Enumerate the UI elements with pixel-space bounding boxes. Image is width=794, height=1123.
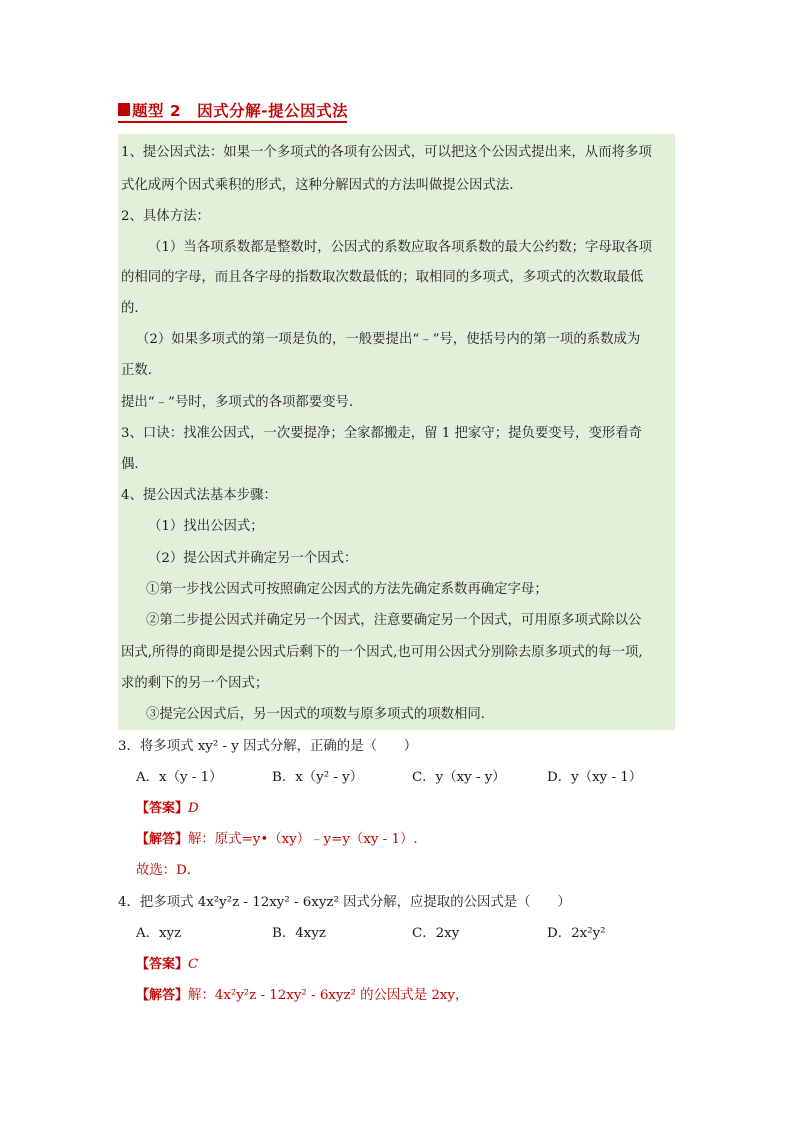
question-3-solution — [136, 830, 418, 850]
summary-line: 因式,所得的商即是提公因式后剩下的一个因式,也可用公因式分别除去原多项式的每一项, — [121, 645, 643, 660]
question-3-option-c: C．y（xy - y） — [412, 770, 506, 785]
summary-line: 式化成两个因式乘积的形式，这种分解因式的方法叫做提公因式法． — [121, 178, 523, 193]
summary-line: （2）提公因式并确定另一个因式： — [148, 551, 358, 566]
summary-line: （1）当各项系数都是整数时，公因式的系数应取各项系数的最大公约数；字母取各项 — [148, 240, 652, 255]
question-4-stem: 4．把多项式 4x²y²z - 12xy² - 6xyz² 因式分解，应提取的公因式是（ ） — [118, 895, 571, 910]
question-4-answer — [136, 955, 198, 975]
solution-text: 解：原式=y•（xy）﹣y=y（xy - 1）. — [188, 832, 418, 847]
question-3-answer — [136, 799, 199, 819]
summary-line: ③提完公因式后，另一因式的项数与原多项式的项数相同． — [146, 707, 495, 722]
question-3-option-d: D．y（xy - 1） — [547, 770, 643, 785]
summary-line: 3、口诀：找准公因式，一次要提净；全家都搬走，留 1 把家守；提负要变号，变形看奇 — [121, 426, 643, 441]
question-3-stem: 3．将多项式 xy² - y 因式分解，正确的是（ ） — [118, 739, 418, 754]
summary-line: 偶． — [121, 457, 148, 472]
question-3-option-b: B．x（y² - y） — [272, 770, 364, 785]
section-title: 题型 2 因式分解-提公因式法 — [132, 102, 349, 120]
question-4-option-a: A．xyz — [136, 926, 182, 941]
summary-line: 的． — [121, 301, 148, 316]
answer-tag: 【答案】 — [136, 957, 189, 972]
summary-line: ①第一步找公因式可按照确定公因式的方法先确定系数再确定字母； — [146, 582, 548, 597]
question-4-solution — [136, 986, 468, 1006]
solution-tag: 【解答】 — [136, 988, 189, 1003]
solution-text: 解：4x²y²z - 12xy² - 6xyz² 的公因式是 2xy， — [188, 988, 469, 1003]
question-3-conclusion: 故选：D． — [136, 863, 201, 878]
answer-value: C — [188, 957, 199, 972]
title-marker-icon — [118, 103, 130, 116]
summary-line: 2、具体方法： — [121, 209, 210, 224]
summary-line: 求的剩下的另一个因式； — [121, 676, 269, 691]
question-3-option-a: A．x（y - 1） — [136, 770, 223, 785]
summary-line: 的相同的字母，而且各字母的指数取次数最低的；取相同的多项式，多项式的次数取最低 — [121, 270, 644, 285]
title-underline — [118, 121, 347, 123]
summary-line: 1、提公因式法：如果一个多项式的各项有公因式，可以把这个公因式提出来，从而将多项 — [121, 145, 652, 160]
question-4-option-d: D．2x²y² — [547, 926, 606, 941]
summary-line: （2）如果多项式的第一项是负的，一般要提出“﹣”号，使括号内的第一项的系数成为 — [136, 332, 641, 347]
summary-line: 4、提公因式法基本步骤： — [121, 488, 277, 503]
summary-line: （1）找出公因式； — [148, 519, 264, 534]
question-4-option-c: C．2xy — [412, 926, 460, 941]
solution-tag: 【解答】 — [136, 832, 189, 847]
answer-value: D — [188, 801, 199, 816]
summary-line: 正数． — [121, 363, 162, 378]
summary-line: ②第二步提公因式并确定另一个因式，注意要确定另一个因式，可用原多项式除以公 — [146, 613, 642, 628]
question-4-option-b: B．4xyz — [272, 926, 326, 941]
summary-line: 提出“﹣”号时，多项式的各项都要变号． — [121, 395, 363, 410]
answer-tag: 【答案】 — [136, 801, 189, 816]
